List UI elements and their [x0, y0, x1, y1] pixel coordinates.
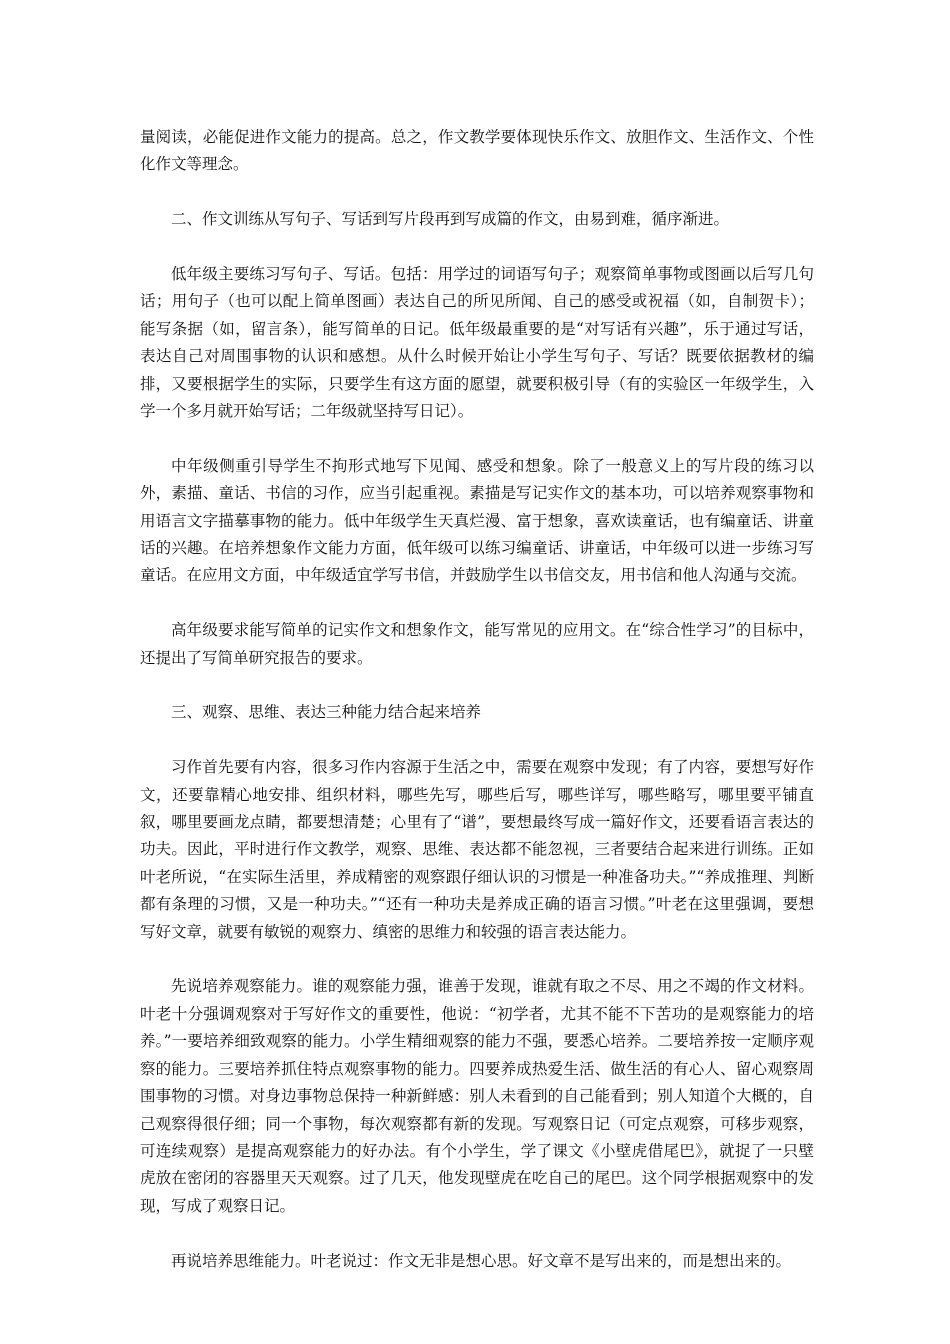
section-heading-2: 二、作文训练从写句子、写话到写片段再到写成篇的作文，由易到难，循序渐进。	[171, 210, 730, 229]
paragraph-middle-grades: 中年级侧重引导学生不拘形式地写下见闻、感受和想象。除了一般意义上的写片段的练习以外，素描、童话、书信的习作，应当引起重视。素描是写记实作文的基本功，可以培养观察事物和用语言文字描摹事物的能力。低中年级学生天真烂漫、富于想象，喜欢读童话，也有编童话、讲童话的兴趣。在培养想象作文能力方面，低年级可以练习编童话、讲童话，中年级可以进一步练习写童话。在应用文方面，中年级适宜学写书信，并鼓励学生以书信交友，用书信和他人沟通与交流。	[140, 456, 814, 585]
paragraph-three-abilities: 习作首先要有内容，很多习作内容源于生活之中，需要在观察中发现；有了内容，要想写好作文，还要靠精心地安排、组织材料，哪些先写，哪些后写，哪些详写，哪些略写，哪里要平铺直叙，哪里要画龙点睛，都要想清楚；心里有了“谱”，要想最终写成一篇好作文，还要看语言表达的功夫。因此，平时进行作文教学，观察、思维、表达都不能忽视，三者要结合起来进行训练。正如叶老所说，“在实际生活里，养成精密的观察跟仔细认识的习惯是一种准备功夫。”“养成推理、判断都有条理的习惯，又是一种功夫。”“还有一种功夫是养成正确的语言习惯。”叶老在这里强调，要想写好文章，就要有敏锐的观察力、缜密的思维力和较强的语言表达能力。	[140, 758, 814, 941]
paragraph-upper-grades: 高年级要求能写简单的记实作文和想象作文，能写常见的应用文。在“综合性学习”的目标中，还提出了写简单研究报告的要求。	[140, 621, 814, 667]
paragraph-thinking: 再说培养思维能力。叶老说过：作文无非是想心思。好文章不是写出来的，而是想出来的。	[171, 1251, 792, 1270]
paragraph-observation: 先说培养观察能力。谁的观察能力强，谁善于发现，谁就有取之不尽、用之不竭的作文材料。叶老十分强调观察对于写好作文的重要性，他说：“初学者，尤其不能不下苦功的是观察能力的培养。”一要培养细致观察的能力。小学生精细观察的能力不强，要悉心培养。二要培养按一定顺序观察的能力。三要培养抓住特点观察事物的能力。四要养成热爱生活、做生活的有心人、留心观察周围事物的习惯。对身边事物总保持一种新鲜感：别人未看到的自己能看到；别人知道个大概的，自己观察得很仔细；同一个事物，每次观察都有新的发现。写观察日记（可定点观察，可移步观察，可连续观察）是提高观察能力的好办法。有个小学生，学了课文《小壁虎借尾巴》，就捉了一只壁虎放在密闭的容器里天天观察。过了几天，他发现壁虎在吃自己的尾巴。这个同学根据观察中的发现，写成了观察日记。	[140, 977, 814, 1215]
section-heading-3: 三、观察、思维、表达三种能力结合起来培养	[171, 703, 482, 722]
document-body	[140, 124, 814, 1275]
paragraph-lower-grades: 低年级主要练习写句子、写话。包括：用学过的词语写句子；观察简单事物或图画以后写几句话；用句子（也可以配上简单图画）表达自己的所见所闻、自己的感受或祝福（如，自制贺卡）；能写条据（如，留言条），能写简单的日记。低年级最重要的是“对写话有兴趣”，乐于通过写话，表达自己对周围事物的认识和感想。从什么时候开始让小学生写句子、写话？既要依据教材的编排，又要根据学生的实际，只要学生有这方面的愿望，就要积极引导（有的实验区一年级学生，入学一个多月就开始写话；二年级就坚持写日记）。	[140, 265, 814, 421]
paragraph-continued: 量阅读，必能促进作文能力的提高。总之，作文教学要体现快乐作文、放胆作文、生活作文、个性化作文等理念。	[140, 128, 814, 174]
